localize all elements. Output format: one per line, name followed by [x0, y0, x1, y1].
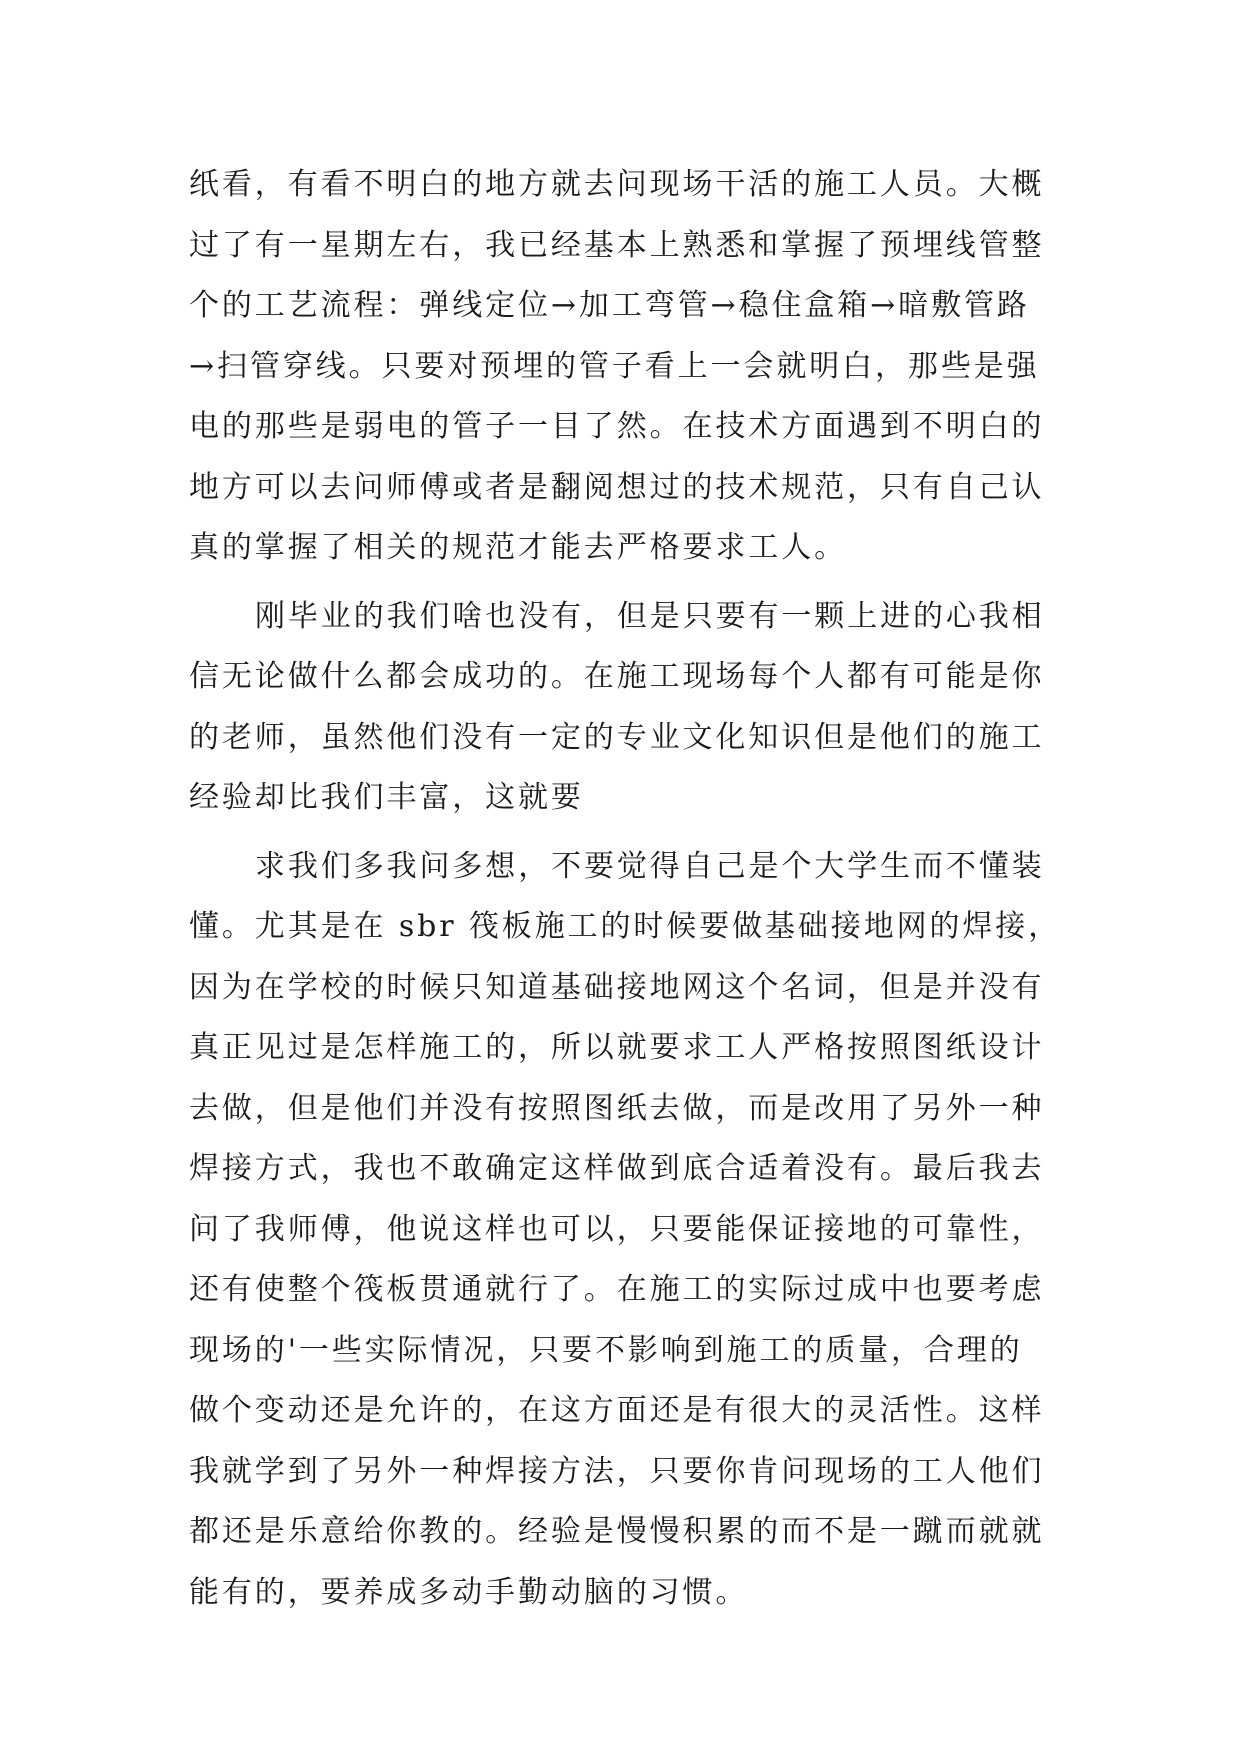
text-line: 个的工艺流程：弹线定位→加工弯管→稳住盒箱→暗敷管路	[189, 288, 1030, 323]
text-line: 懂。尤其是在 sbr 筏板施工的时候要做基础接地网的焊接，	[189, 909, 1062, 944]
paragraph-1	[189, 155, 1059, 579]
text-line: 的老师，虽然他们没有一定的专业文化知识但是他们的施工	[189, 719, 1045, 755]
paragraph-2	[189, 587, 1059, 829]
text-line: 经验却比我们丰富，这就要	[189, 780, 584, 815]
text-line-first: 刚毕业的我们啥也没有，但是只要有一颗上进的心我相	[255, 598, 1045, 634]
text-line: →扫管穿线。只要对预埋的管子看上一会就明白，那些是强	[189, 348, 1040, 384]
text-line: 信无论做什么都会成功的。在施工现场每个人都有可能是你	[189, 659, 1045, 694]
text-line: 地方可以去问师傅或者是翻阅想过的技术规范，只有自己认	[189, 469, 1045, 505]
paragraph-spacer	[189, 579, 1059, 587]
text-line: 去做，但是他们并没有按照图纸去做，而是改用了另外一种	[189, 1090, 1045, 1126]
text-line: 纸看，有看不明白的地方就去问现场干活的施工人员。大概	[189, 167, 1045, 202]
paragraph-spacer	[189, 829, 1059, 837]
text-line: 电的那些是弱电的管子一目了然。在技术方面遇到不明白的	[189, 409, 1045, 444]
text-line: 过了有一星期左右，我已经基本上熟悉和掌握了预埋线管整	[189, 227, 1045, 263]
document-body	[189, 155, 1062, 1623]
text-line-first: 求我们多我问多想，不要觉得自己是个大学生而不懂装	[255, 848, 1045, 884]
text-line: 真正见过是怎样施工的，所以就要求工人严格按照图纸设计	[189, 1030, 1045, 1065]
text-line: 都还是乐意给你教的。经验是慢慢积累的而不是一蹴而就就	[189, 1514, 1045, 1549]
text-line: 我就学到了另外一种焊接方法，只要你肯问现场的工人他们	[189, 1453, 1045, 1489]
text-line: 问了我师傅，他说这样也可以，只要能保证接地的可靠性，	[189, 1211, 1045, 1247]
text-line: 真的掌握了相关的规范才能去严格要求工人。	[189, 530, 847, 565]
paragraph-3	[189, 837, 1062, 1624]
text-line: 因为在学校的时候只知道基础接地网这个名词，但是并没有	[189, 969, 1045, 1005]
text-line: 还有使整个筏板贯通就行了。在施工的实际过成中也要考虑	[189, 1272, 1045, 1307]
text-line: 现场的'一些实际情况，只要不影响到施工的质量，合理的	[189, 1332, 1023, 1368]
text-line: 做个变动还是允许的，在这方面还是有很大的灵活性。这样	[189, 1393, 1045, 1428]
text-line: 能有的，要养成多动手勤动脑的习惯。	[189, 1574, 749, 1610]
text-line: 焊接方式，我也不敢确定这样做到底合适着没有。最后我去	[189, 1151, 1045, 1186]
